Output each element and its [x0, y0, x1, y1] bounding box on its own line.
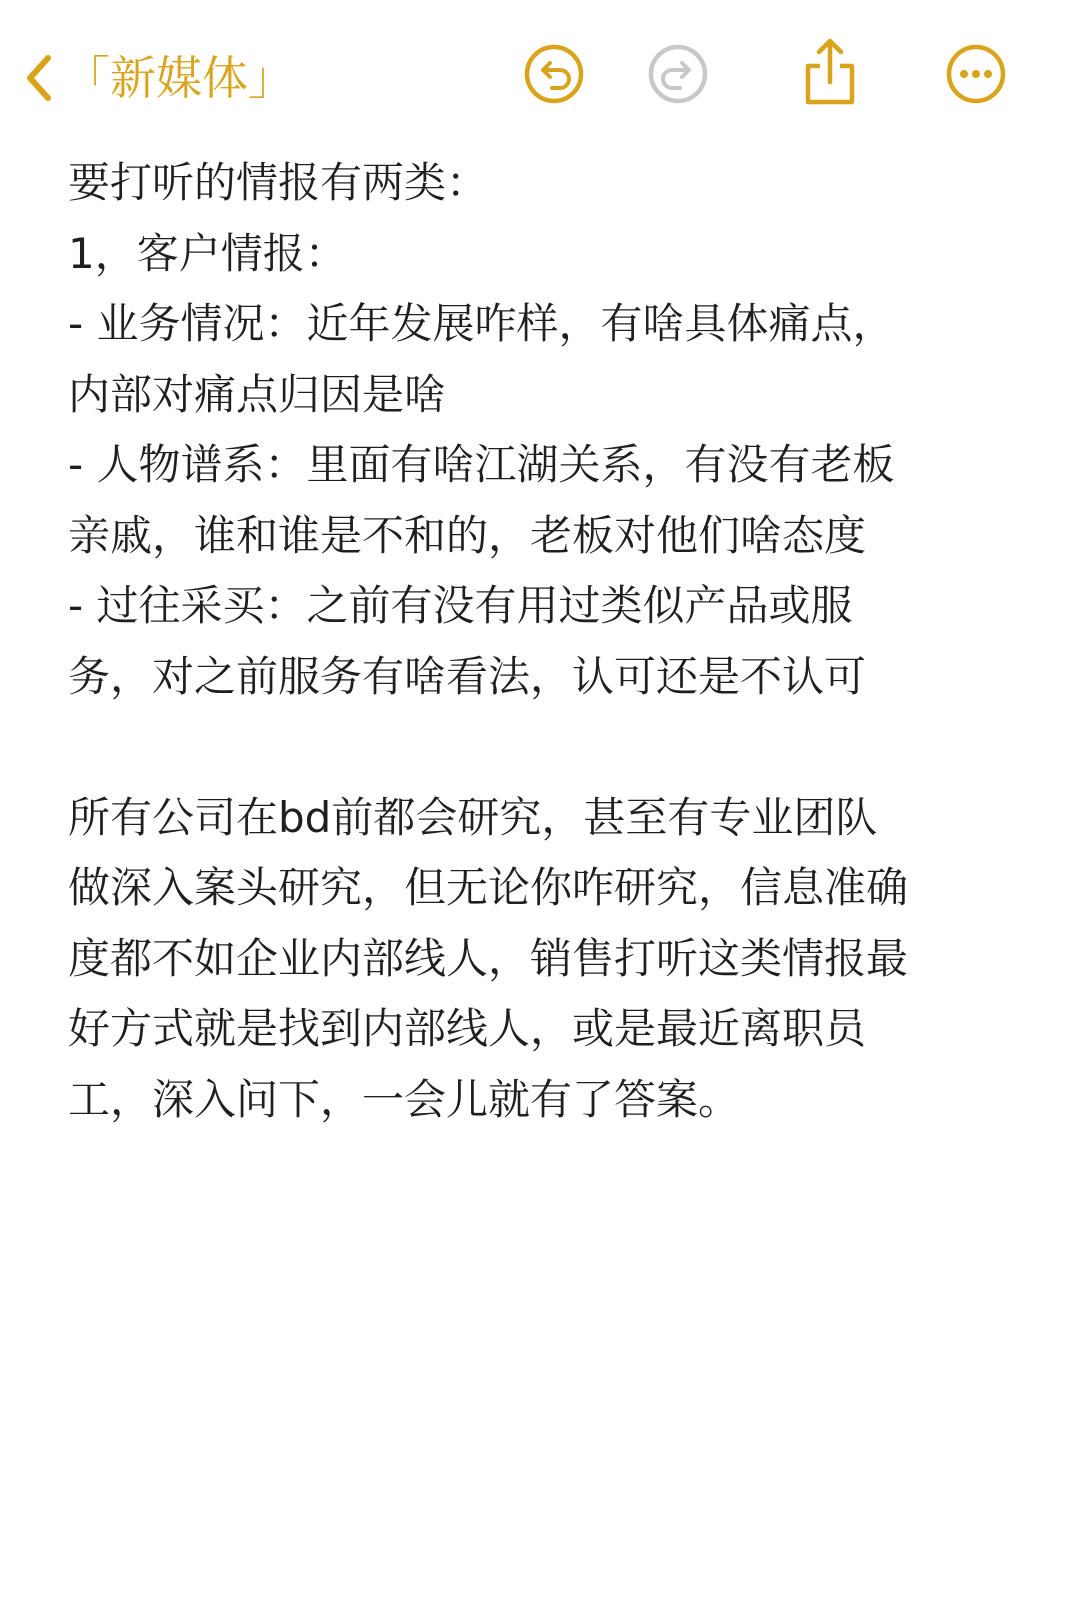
- more-button[interactable]: [944, 42, 1008, 106]
- back-button[interactable]: [20, 38, 294, 118]
- note-line: 1，客户情报：: [68, 228, 347, 278]
- note-line: 好方式就是找到内部线人，或是最近离职员: [68, 1004, 867, 1053]
- note-line: - 业务情况：近年发展咋样，有啥具体痛点，: [68, 299, 895, 348]
- undo-icon: [522, 42, 586, 106]
- chevron-left-icon: [20, 52, 56, 104]
- note-line: 务，对之前服务有啥看法，认可还是不认可: [68, 651, 867, 701]
- note-line: - 过往采买：之前有没有用过类似产品或服: [68, 581, 853, 630]
- undo-button[interactable]: [522, 42, 586, 106]
- redo-icon: [646, 42, 710, 106]
- note-line: 工，深入问下，一会儿就有了答案。: [68, 1074, 741, 1124]
- note-blank-line: [68, 712, 1028, 783]
- redo-button[interactable]: [646, 42, 710, 106]
- note-line: 内部对痛点归因是啥: [68, 369, 447, 419]
- note-line: 亲戚，谁和谁是不和的，老板对他们啥态度: [68, 510, 867, 560]
- note-line: 做深入案头研究，但无论你咋研究，信息准确: [68, 863, 909, 912]
- more-icon: [944, 42, 1008, 106]
- share-button[interactable]: [798, 36, 862, 100]
- navigation-toolbar: [0, 0, 1080, 150]
- note-text-area[interactable]: [68, 148, 1028, 1135]
- note-line: 度都不如企业内部线人，销售打听这类情报最: [68, 933, 909, 983]
- note-line: 所有公司在bd前都会研究，甚至有专业团队: [68, 792, 878, 842]
- back-label: 「新媒体」: [64, 51, 294, 105]
- note-line: - 人物谱系：里面有啥江湖关系，有没有老板: [68, 440, 895, 489]
- note-line: 要打听的情报有两类：: [68, 158, 489, 207]
- share-icon: [798, 36, 862, 108]
